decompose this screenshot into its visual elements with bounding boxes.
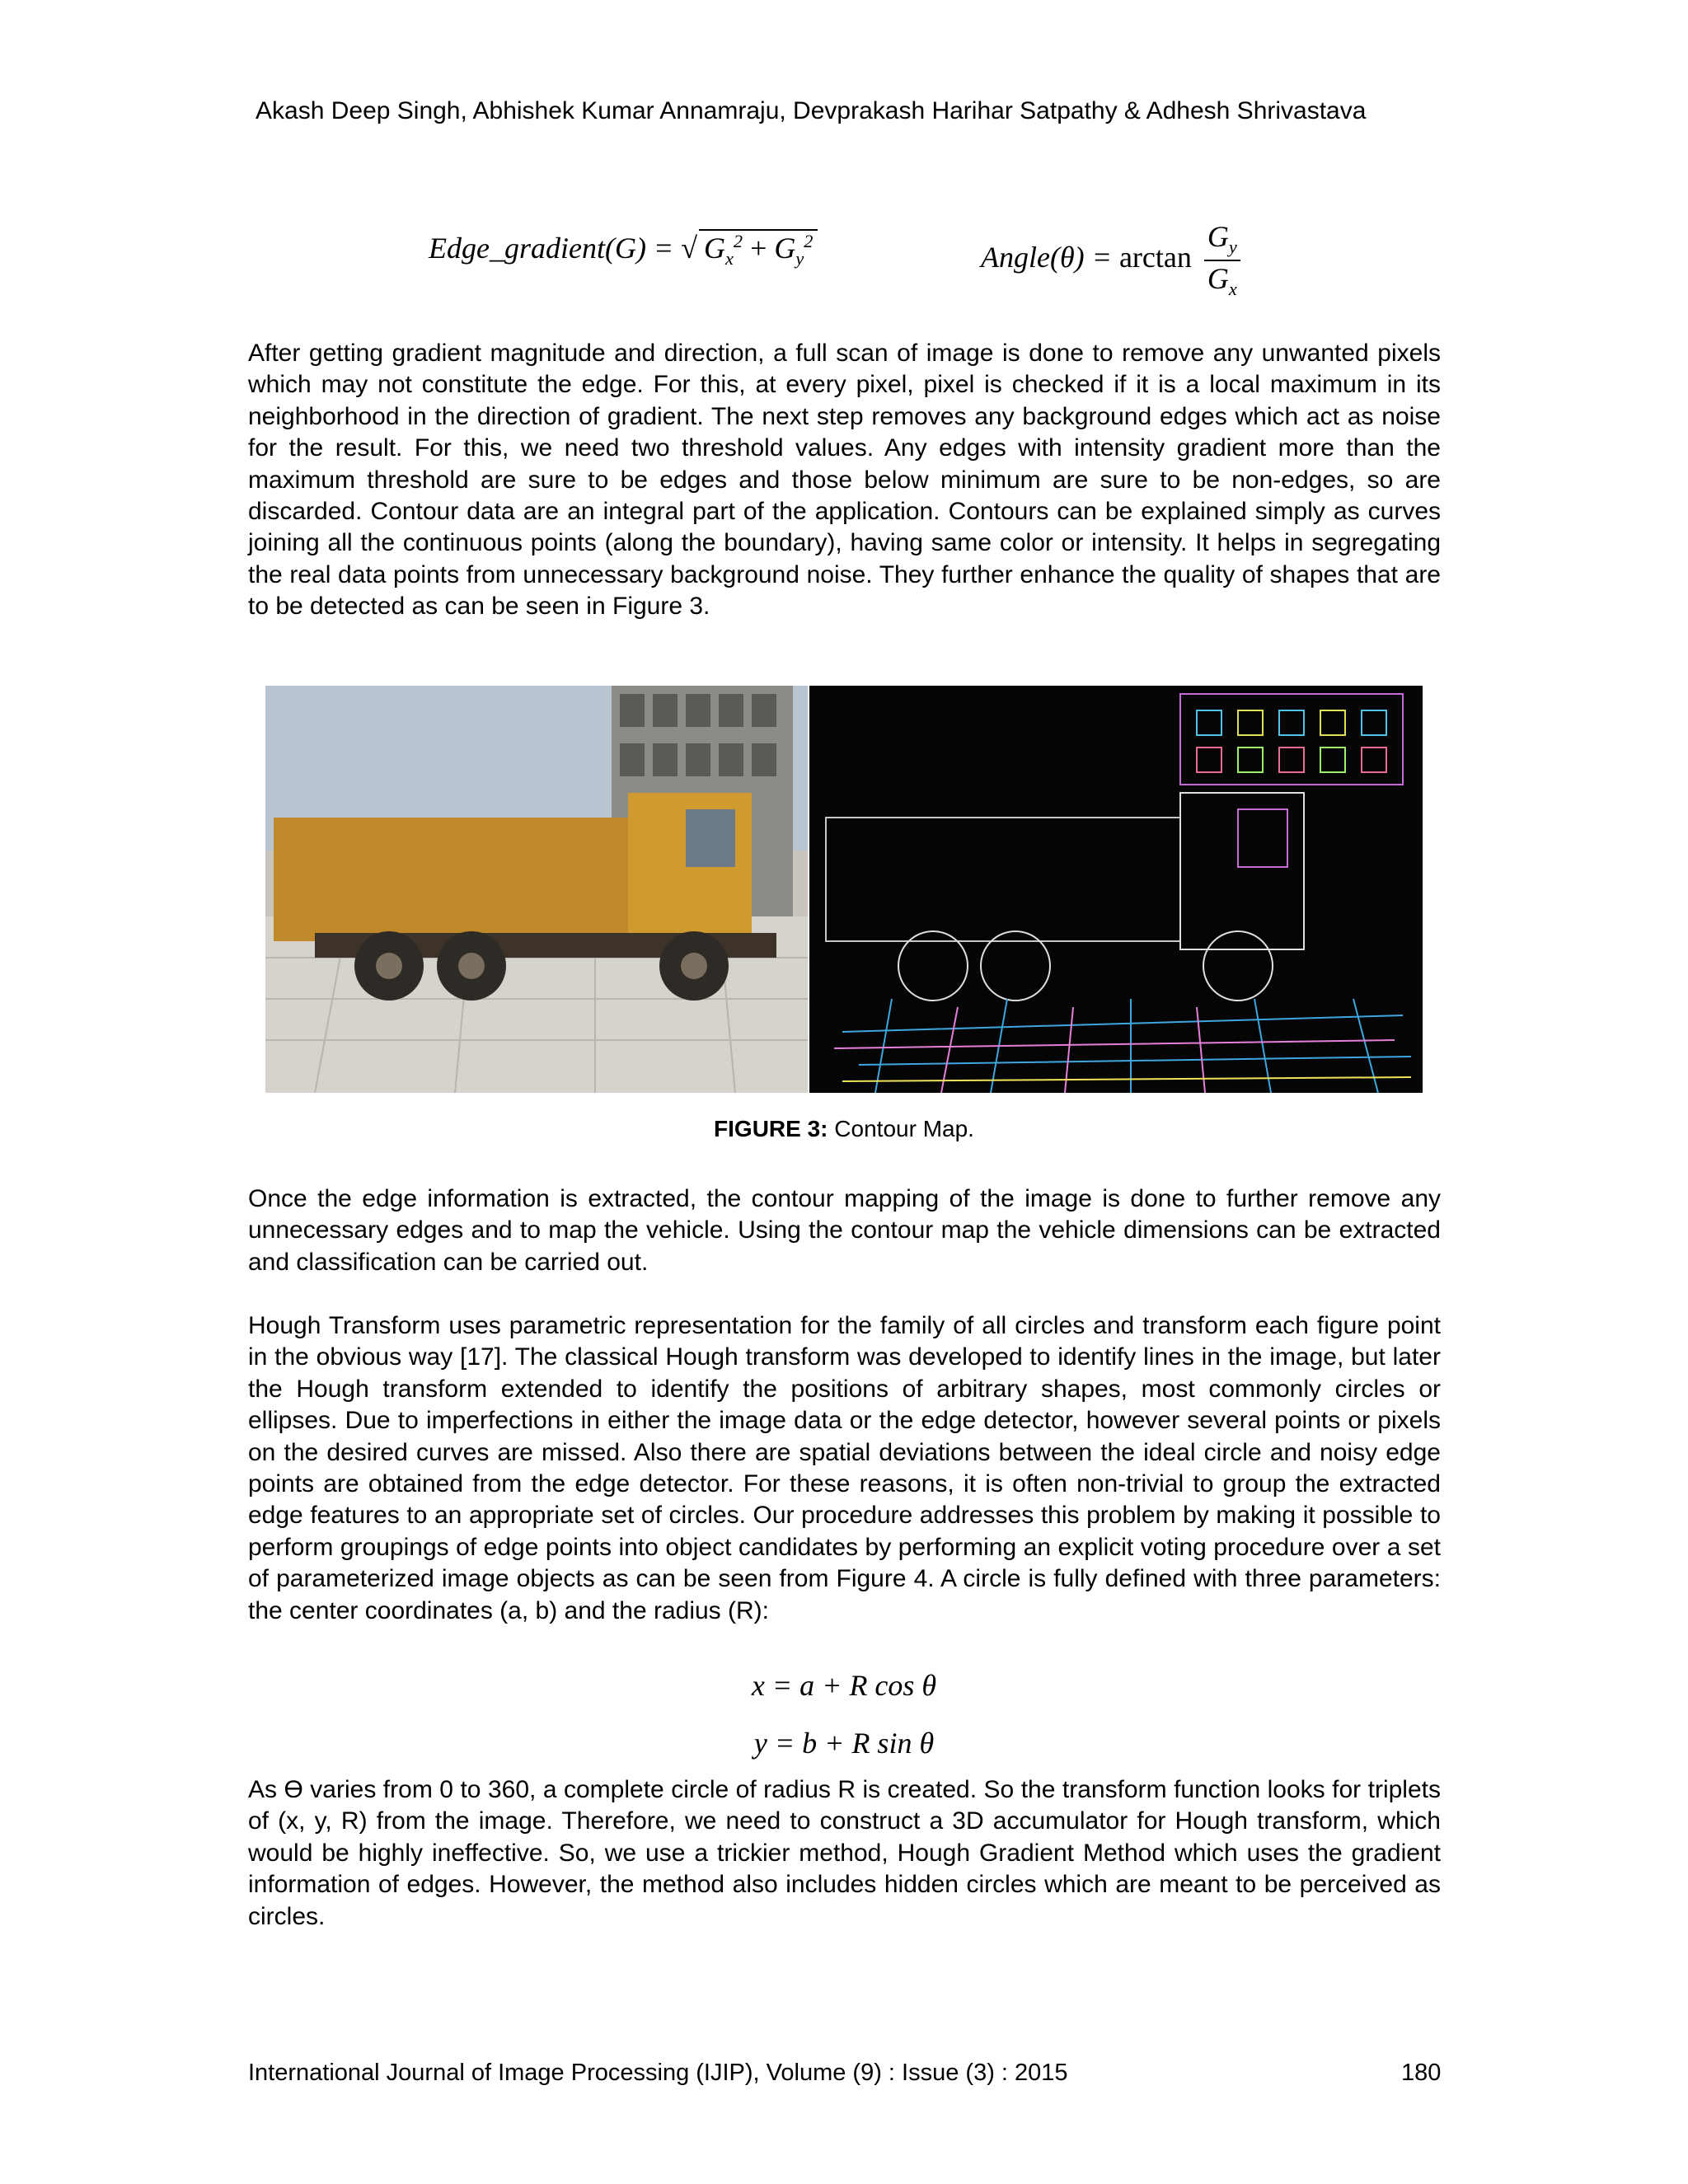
angle-lhs: Angle(θ) = bbox=[981, 240, 1112, 274]
angle-equation: Angle(θ) = arctan $\frac{G_y}{G_x}$ bbox=[981, 221, 1240, 299]
page-number: 180 bbox=[1401, 2060, 1442, 2086]
paragraph-contour-mapping: Once the edge information is extracted, the contour mapping of the image is done to further remove any unnecessary edges and to map the vehicle. Using the contour map the vehicle dimensions can be extracted and classification can be carried out. bbox=[248, 1185, 1441, 1276]
truck-photo bbox=[265, 686, 808, 1093]
running-header: Akash Deep Singh, Abhishek Kumar Annamraju, Devprakash Harihar Satpathy & Adhesh Shrivastava bbox=[256, 97, 1367, 124]
footer-journal: International Journal of Image Processing (IJIP), Volume (9) : Issue (3) : 2015 bbox=[248, 2060, 1068, 2086]
figure-3-image bbox=[265, 686, 1423, 1093]
paragraph-edge-scan: After getting gradient magnitude and direction, a full scan of image is done to remove any unwanted pixels which may not constitute the edge. For this, at every pixel, pixel is checked if it is a local maximum in its neighborhood in the direction of gradient. The next step removes any background edges which act as noise for the result. For this, we need two threshold values. Any edges with intensity gradient more than the maximum threshold are sure to be edges and those below minimum are sure to be non-edges, so are discarded. Contour data are an integral part of the application. Contours can be explained simply as curves joining all the continuous points (along the boundary), having same color or intensity. It helps in segregating the real data points from unnecessary background noise. They further enhance the quality of shapes that are to be detected as can be seen in Figure 3. bbox=[248, 340, 1441, 621]
figure-caption bbox=[0, 1116, 1688, 1142]
paragraph-hough-gradient: As Ɵ varies from 0 to 360, a complete circle of radius R is created. So the transform function looks for triplets of (x, y, R) from the image. Therefore, we need to construct a 3D accumulator for Hough transform, which would be highly ineffective. So, we use a trickier method, Hough Gradient Method which uses the gradient information of edges. However, the method also includes hidden circles which are meant to be perceived as circles. bbox=[248, 1776, 1441, 1930]
angle-fn: arctan bbox=[1118, 240, 1192, 274]
edge-gradient-lhs: Edge_gradient(G) = bbox=[429, 232, 674, 265]
contour-map-panel bbox=[809, 686, 1423, 1093]
paragraph-hough-transform: Hough Transform uses parametric representation for the family of all circles and transform each figure point in the obvious way [17]. The classical Hough transform was developed to identify lines in the image, but later the Hough transform extended to identify the positions of arbitrary shapes, most commonly circles or ellipses. Due to imperfections in either the image data or the edge detector, however several points or pixels on the desired curves are missed. Also there are spatial deviations between the ideal circle and noisy edge points are obtained from the edge detector. For these reasons, it is often non-trivial to group the extracted edge features to an appropriate set of circles. Our procedure addresses this problem by making it possible to perform groupings of edge points into object candidates by performing an explicit voting procedure over a set of parameterized image objects as can be seen from Figure 4. A circle is fully defined with three parameters: the center coordinates (a, b) and the radius (R): bbox=[248, 1312, 1441, 1624]
figure-caption-text: Contour Map. bbox=[834, 1116, 974, 1141]
circle-equation-y: y = b + R sin θ bbox=[753, 1727, 935, 1760]
figure-label: FIGURE 3: bbox=[714, 1116, 828, 1141]
circle-equation-x: x = a + R cos θ bbox=[751, 1669, 937, 1702]
edge-gradient-equation: Edge_gradient(G) = √ $G_x^2 + G_y^2$ bbox=[429, 229, 818, 269]
